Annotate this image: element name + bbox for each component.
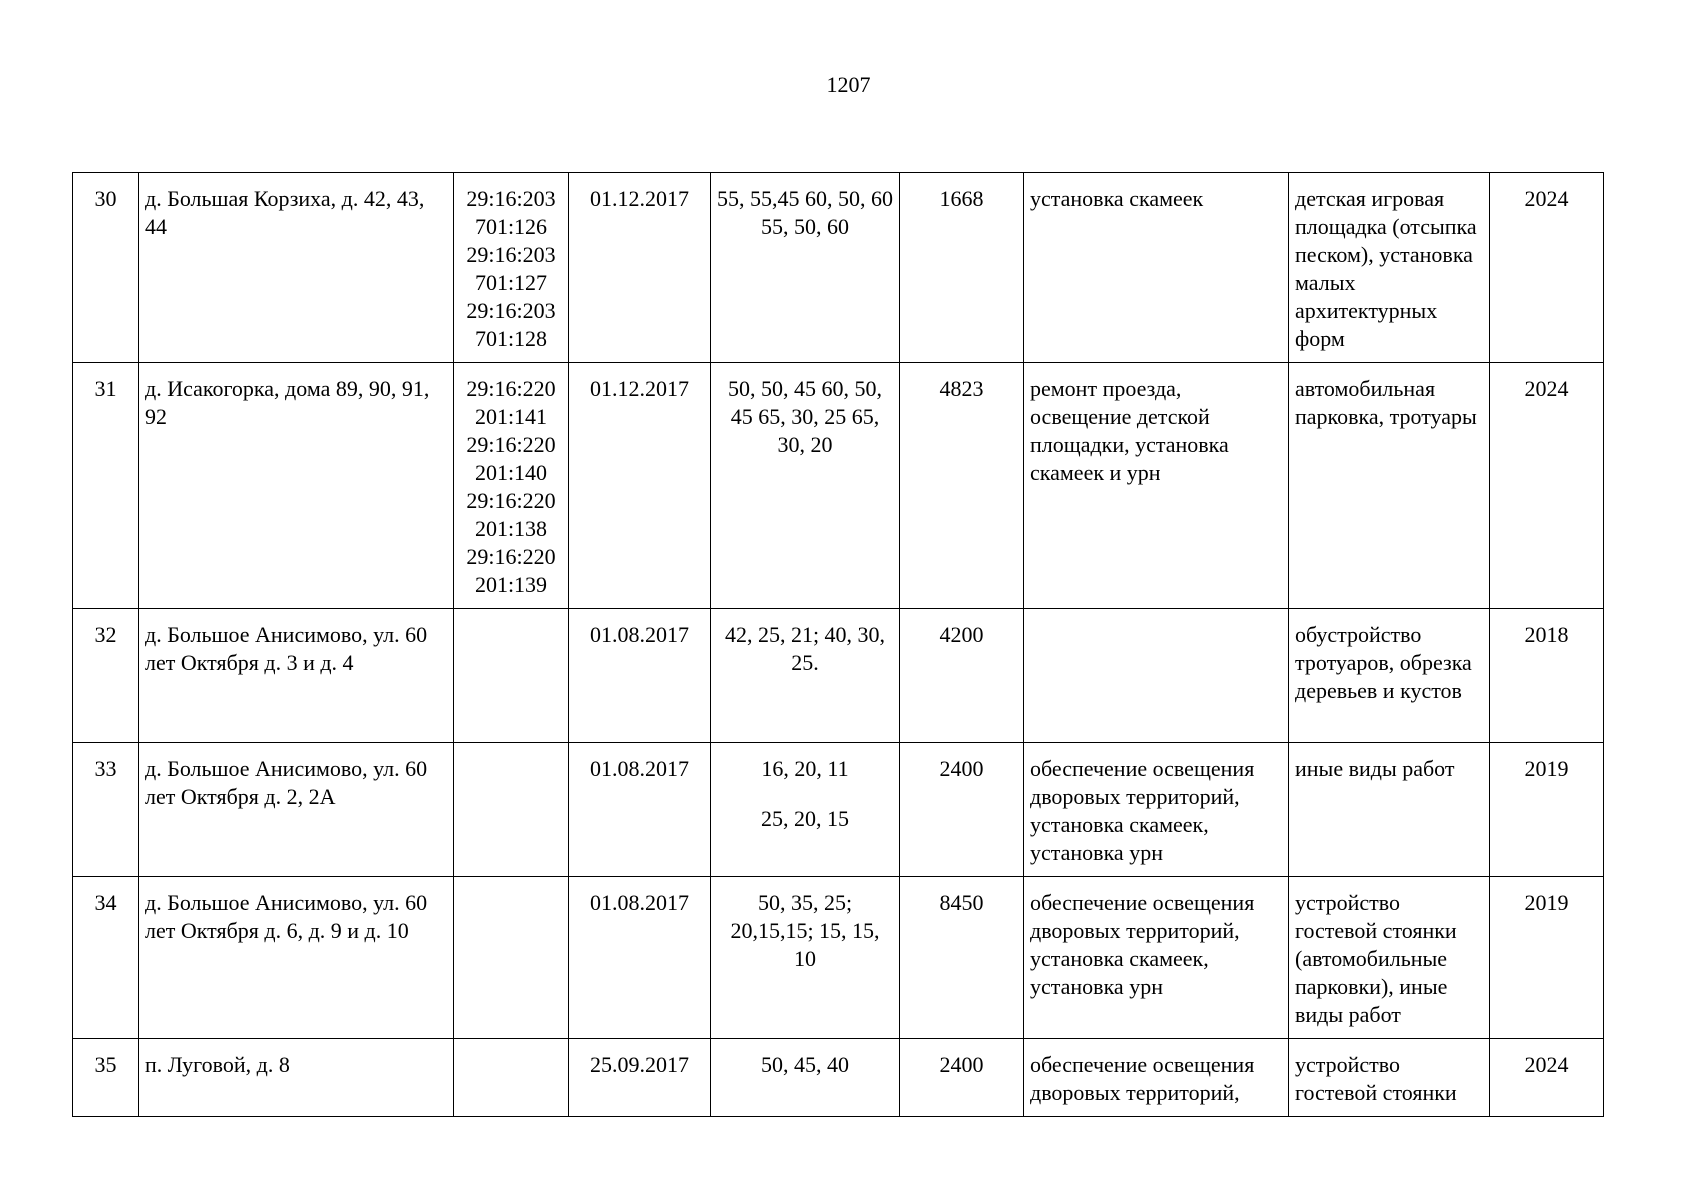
dimensions-cell (711, 1039, 900, 1117)
dimensions-line: 50, 35, 25; 20,15,15; 15, 15, 10 (730, 890, 880, 971)
cadastral-number-line: 29:16:220 (466, 432, 556, 457)
date-cell: 01.12.2017 (569, 173, 711, 363)
date-cell: 01.12.2017 (569, 363, 711, 609)
dimensions-line: 55, 55,45 60, 50, 60 55, 50, 60 (717, 186, 893, 239)
table-row (73, 877, 1604, 1039)
additional-works-cell: детская игровая площадка (отсыпка песком), установка малых архитектурных форм (1289, 173, 1490, 363)
cadastral-number-line: 201:139 (474, 572, 548, 597)
table-row (73, 363, 1604, 609)
dimensions-line: 25, 20, 15 (761, 806, 849, 831)
area-cell: 4823 (900, 363, 1024, 609)
date-cell: 01.08.2017 (569, 609, 711, 743)
minimum-works-cell: обеспечение освещения дворовых территорий, установка скамеек, установка урн (1024, 877, 1289, 1039)
dimensions-cell (711, 609, 900, 743)
dimensions-cell (711, 363, 900, 609)
table-row (73, 743, 1604, 877)
table-row (73, 173, 1604, 363)
table-row (73, 1039, 1604, 1117)
cadastral-number-line: 201:140 (474, 460, 548, 485)
table-body (73, 173, 1604, 1117)
year-cell: 2024 (1490, 173, 1604, 363)
row-number-cell: 35 (73, 1039, 139, 1117)
dimensions-line: 50, 45, 40 (761, 1052, 849, 1077)
area-cell: 2400 (900, 743, 1024, 877)
address-cell: д. Большое Анисимово, ул. 60 лет Октября д. 2, 2А (139, 743, 454, 877)
cadastral-number-line: 29:16:203 (466, 186, 556, 211)
minimum-works-cell: обеспечение освещения дворовых территорий, установка скамеек, установка урн (1024, 743, 1289, 877)
cadastral-number-line: 29:16:220 (466, 376, 556, 401)
minimum-works-cell: ремонт проезда, освещение детской площадки, установка скамеек и урн (1024, 363, 1289, 609)
additional-works-cell: устройство гостевой стоянки (1289, 1039, 1490, 1117)
year-cell: 2024 (1490, 363, 1604, 609)
area-cell: 2400 (900, 1039, 1024, 1117)
year-cell: 2018 (1490, 609, 1604, 743)
row-number-cell: 30 (73, 173, 139, 363)
dimensions-cell (711, 173, 900, 363)
cadastral-number-line: 201:141 (474, 404, 548, 429)
row-number-cell: 34 (73, 877, 139, 1039)
row-number-cell: 31 (73, 363, 139, 609)
area-cell: 8450 (900, 877, 1024, 1039)
cadastral-number-cell (454, 1039, 569, 1117)
cadastral-number-line: 201:138 (474, 516, 548, 541)
dimensions-cell (711, 743, 900, 877)
cadastral-number-line: 29:16:220 (466, 544, 556, 569)
row-number-cell: 32 (73, 609, 139, 743)
address-cell: д. Исакогорка, дома 89, 90, 91, 92 (139, 363, 454, 609)
cadastral-number-cell (454, 363, 569, 609)
cadastral-number-line: 701:127 (474, 270, 548, 295)
cadastral-number-cell (454, 173, 569, 363)
additional-works-cell: обустройство тротуаров, обрезка деревьев и кустов (1289, 609, 1490, 743)
address-cell: д. Большое Анисимово, ул. 60 лет Октября д. 3 и д. 4 (139, 609, 454, 743)
cadastral-number-line: 29:16:220 (466, 488, 556, 513)
dimensions-cell (711, 877, 900, 1039)
year-cell: 2019 (1490, 743, 1604, 877)
area-cell: 4200 (900, 609, 1024, 743)
date-cell: 01.08.2017 (569, 743, 711, 877)
dimensions-line: 42, 25, 21; 40, 30, 25. (724, 622, 886, 675)
table-row (73, 609, 1604, 743)
minimum-works-cell (1024, 609, 1289, 743)
cadastral-number-line: 701:128 (474, 326, 548, 351)
address-cell: д. Большая Корзиха, д. 42, 43, 44 (139, 173, 454, 363)
date-cell: 01.08.2017 (569, 877, 711, 1039)
cadastral-number-cell (454, 743, 569, 877)
year-cell: 2019 (1490, 877, 1604, 1039)
additional-works-cell: устройство гостевой стоянки (автомобильные парковки), иные виды работ (1289, 877, 1490, 1039)
page-number: 1207 (826, 72, 871, 97)
cadastral-number-line: 29:16:203 (466, 242, 556, 267)
year-cell: 2024 (1490, 1039, 1604, 1117)
minimum-works-cell: установка скамеек (1024, 173, 1289, 363)
additional-works-cell: иные виды работ (1289, 743, 1490, 877)
cadastral-number-line: 701:126 (474, 214, 548, 239)
dimensions-line: 50, 50, 45 60, 50, 45 65, 30, 25 65, 30, 20 (728, 376, 882, 457)
minimum-works-cell: обеспечение освещения дворовых территорий, (1024, 1039, 1289, 1117)
cadastral-number-cell (454, 877, 569, 1039)
date-cell: 25.09.2017 (569, 1039, 711, 1117)
courtyard-improvement-table (72, 172, 1604, 1117)
address-cell: д. Большое Анисимово, ул. 60 лет Октября д. 6, д. 9 и д. 10 (139, 877, 454, 1039)
dimensions-line: 16, 20, 11 (761, 756, 849, 781)
row-number-cell: 33 (73, 743, 139, 877)
additional-works-cell: автомобильная парковка, тротуары (1289, 363, 1490, 609)
area-cell: 1668 (900, 173, 1024, 363)
cadastral-number-line: 29:16:203 (466, 298, 556, 323)
address-cell: п. Луговой, д. 8 (139, 1039, 454, 1117)
cadastral-number-cell (454, 609, 569, 743)
